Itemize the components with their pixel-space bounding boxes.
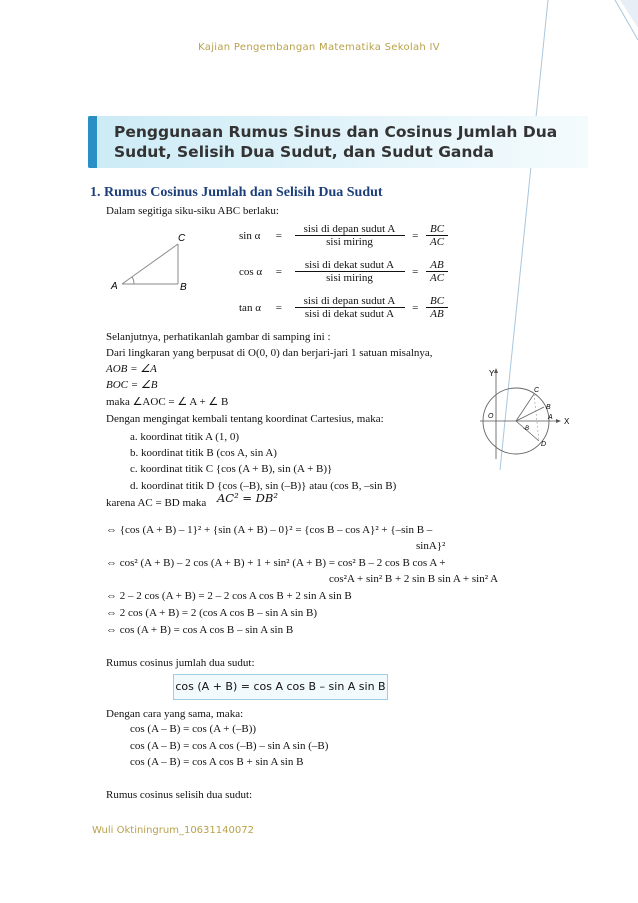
trig-eq2-tan: =	[412, 301, 419, 314]
trig-den-tan: sisi di dekat sudut A	[304, 308, 395, 320]
x-axis-arrow	[556, 419, 561, 423]
derivation-line-5: ⇔ cos (A + B) = cos A cos B – sin A sin B	[106, 624, 294, 636]
trig-ratio-tan	[426, 295, 448, 320]
trig-ratio-cos	[426, 259, 448, 284]
trig-den-cos: sisi miring	[326, 272, 373, 284]
point-b: b. koordinat titik B (cos A, sin A)	[130, 447, 277, 459]
page-header: Kajian Pengembangan Matematika Sekolah IV	[198, 42, 440, 53]
trig-eq-sin: =	[275, 229, 282, 242]
triangle-label-c: C	[178, 233, 186, 244]
radius-oc	[516, 394, 534, 421]
trig-rnum-cos: AB	[426, 259, 448, 272]
circle-label-neg-b: -B	[523, 426, 529, 432]
derivation-line-1b: sinA}²	[416, 540, 446, 552]
trig-row-cos	[239, 259, 448, 284]
diff-step-2: cos (A – B) = cos A cos (–B) – sin A sin (–B)	[130, 740, 329, 752]
circle-label-x: X	[564, 417, 570, 426]
trig-rden-sin: AC	[429, 236, 445, 248]
page-footer: Wuli Oktiningrum_10631140072	[92, 825, 254, 836]
diff-step-3: cos (A – B) = cos A cos B + sin A sin B	[130, 756, 304, 768]
banner-title: Penggunaan Rumus Sinus dan Cosinus Jumlah Dua Sudut, Selisih Dua Sudut, dan Sudut Ganda	[114, 123, 558, 161]
circle-label-y: Y	[489, 369, 495, 378]
derivation-line-2b: cos²A + sin² B + 2 sin B sin A + sin² A	[329, 573, 499, 585]
point-a: a. koordinat titik A (1, 0)	[130, 431, 240, 443]
diff-formula-label: Rumus cosinus selisih dua sudut:	[106, 789, 253, 801]
triangle-label-b: B	[180, 282, 187, 293]
body-line-2: Dari lingkaran yang berpusat di O(0, 0) dan berjari-jari 1 satuan misalnya,	[106, 347, 433, 359]
trig-fn-sin: sin α	[239, 229, 261, 242]
derivation-line-2: ⇔ cos² (A + B) – 2 cos (A + B) + 1 + sin² (A + B) = cos² B – 2 cos B cos A +	[106, 557, 446, 569]
karena-equation: AC² = DB²	[217, 491, 278, 505]
body-line-1: Selanjutnya, perhatikanlah gambar di samping ini :	[106, 331, 331, 343]
right-triangle-figure	[108, 228, 198, 294]
trig-row-tan	[239, 295, 448, 320]
trig-frac-tan	[295, 295, 405, 320]
circle-label-b: B	[546, 404, 551, 411]
trig-eq-cos: =	[275, 265, 282, 278]
trig-num-sin: sisi di depan sudut A	[295, 223, 405, 236]
trig-rden-cos: AC	[429, 272, 445, 284]
circle-label-o: O	[488, 413, 494, 420]
karena-text: karena AC = BD maka	[106, 497, 207, 509]
trig-rden-tan: AB	[430, 308, 444, 320]
derivation-line-1: ⇔ {cos (A + B) – 1}² + {sin (A + B) – 0}² = {cos B – cos A}² + {–sin B –	[106, 524, 433, 536]
derivation-line-3: ⇔ 2 – 2 cos (A + B) = 2 – 2 cos A cos B + 2 sin A sin B	[106, 590, 352, 602]
body-line-5: maka ∠AOC = ∠ A + ∠ B	[106, 396, 229, 408]
banner-accent	[88, 116, 97, 168]
trig-eq2-sin: =	[412, 229, 419, 242]
trig-num-tan: sisi di depan sudut A	[295, 295, 405, 308]
trig-eq2-cos: =	[412, 265, 419, 278]
body-line-6: Dengan mengingat kembali tentang koordinat Cartesius, maka:	[106, 413, 384, 425]
intro-text: Dalam segitiga siku-siku ABC berlaku:	[106, 205, 279, 217]
section-heading: 1. Rumus Cosinus Jumlah dan Selisih Dua Sudut	[90, 185, 383, 200]
body-line-4: BOC = ∠B	[106, 379, 158, 391]
trig-fn-cos: cos α	[239, 265, 263, 278]
trig-frac-cos	[295, 259, 405, 284]
circle-label-a: A	[548, 414, 553, 421]
trig-num-cos: sisi di dekat sudut A	[295, 259, 405, 272]
circle-label-d: D	[541, 441, 547, 448]
triangle-angle-arc	[132, 277, 134, 284]
trig-rnum-tan: BC	[426, 295, 448, 308]
trig-frac-sin	[295, 223, 405, 248]
trig-row-sin	[239, 223, 448, 248]
derivation-line-4: ⇔ 2 cos (A + B) = 2 (cos A cos B – sin A sin B)	[106, 607, 318, 619]
trig-fn-tan: tan α	[239, 301, 261, 314]
trig-ratio-sin	[426, 223, 448, 248]
triangle-label-a: A	[111, 281, 118, 292]
triangle-side-ac	[122, 244, 178, 284]
point-c: c. koordinat titik C {cos (A + B), sin (A + B)}	[130, 463, 333, 475]
same-way-text: Dengan cara yang sama, maka:	[106, 708, 244, 720]
sum-formula-box: cos (A + B) = cos A cos B – sin A sin B	[173, 674, 388, 700]
circle-label-c: C	[534, 387, 540, 394]
point-d: d. koordinat titik D {cos (–B), sin (–B)} atau (cos B, –sin B)	[130, 480, 397, 492]
trig-rnum-sin: BC	[426, 223, 448, 236]
body-line-3: AOB = ∠A	[106, 363, 157, 375]
y-axis-arrow	[494, 368, 498, 373]
trig-den-sin: sisi miring	[326, 236, 373, 248]
sum-formula-label: Rumus cosinus jumlah dua sudut:	[106, 657, 255, 669]
diff-step-1: cos (A – B) = cos (A + (–B))	[130, 723, 257, 735]
chord-cd	[534, 394, 539, 441]
trig-eq-tan: =	[275, 301, 282, 314]
chapter-banner	[88, 116, 588, 168]
unit-circle-figure	[476, 364, 576, 464]
